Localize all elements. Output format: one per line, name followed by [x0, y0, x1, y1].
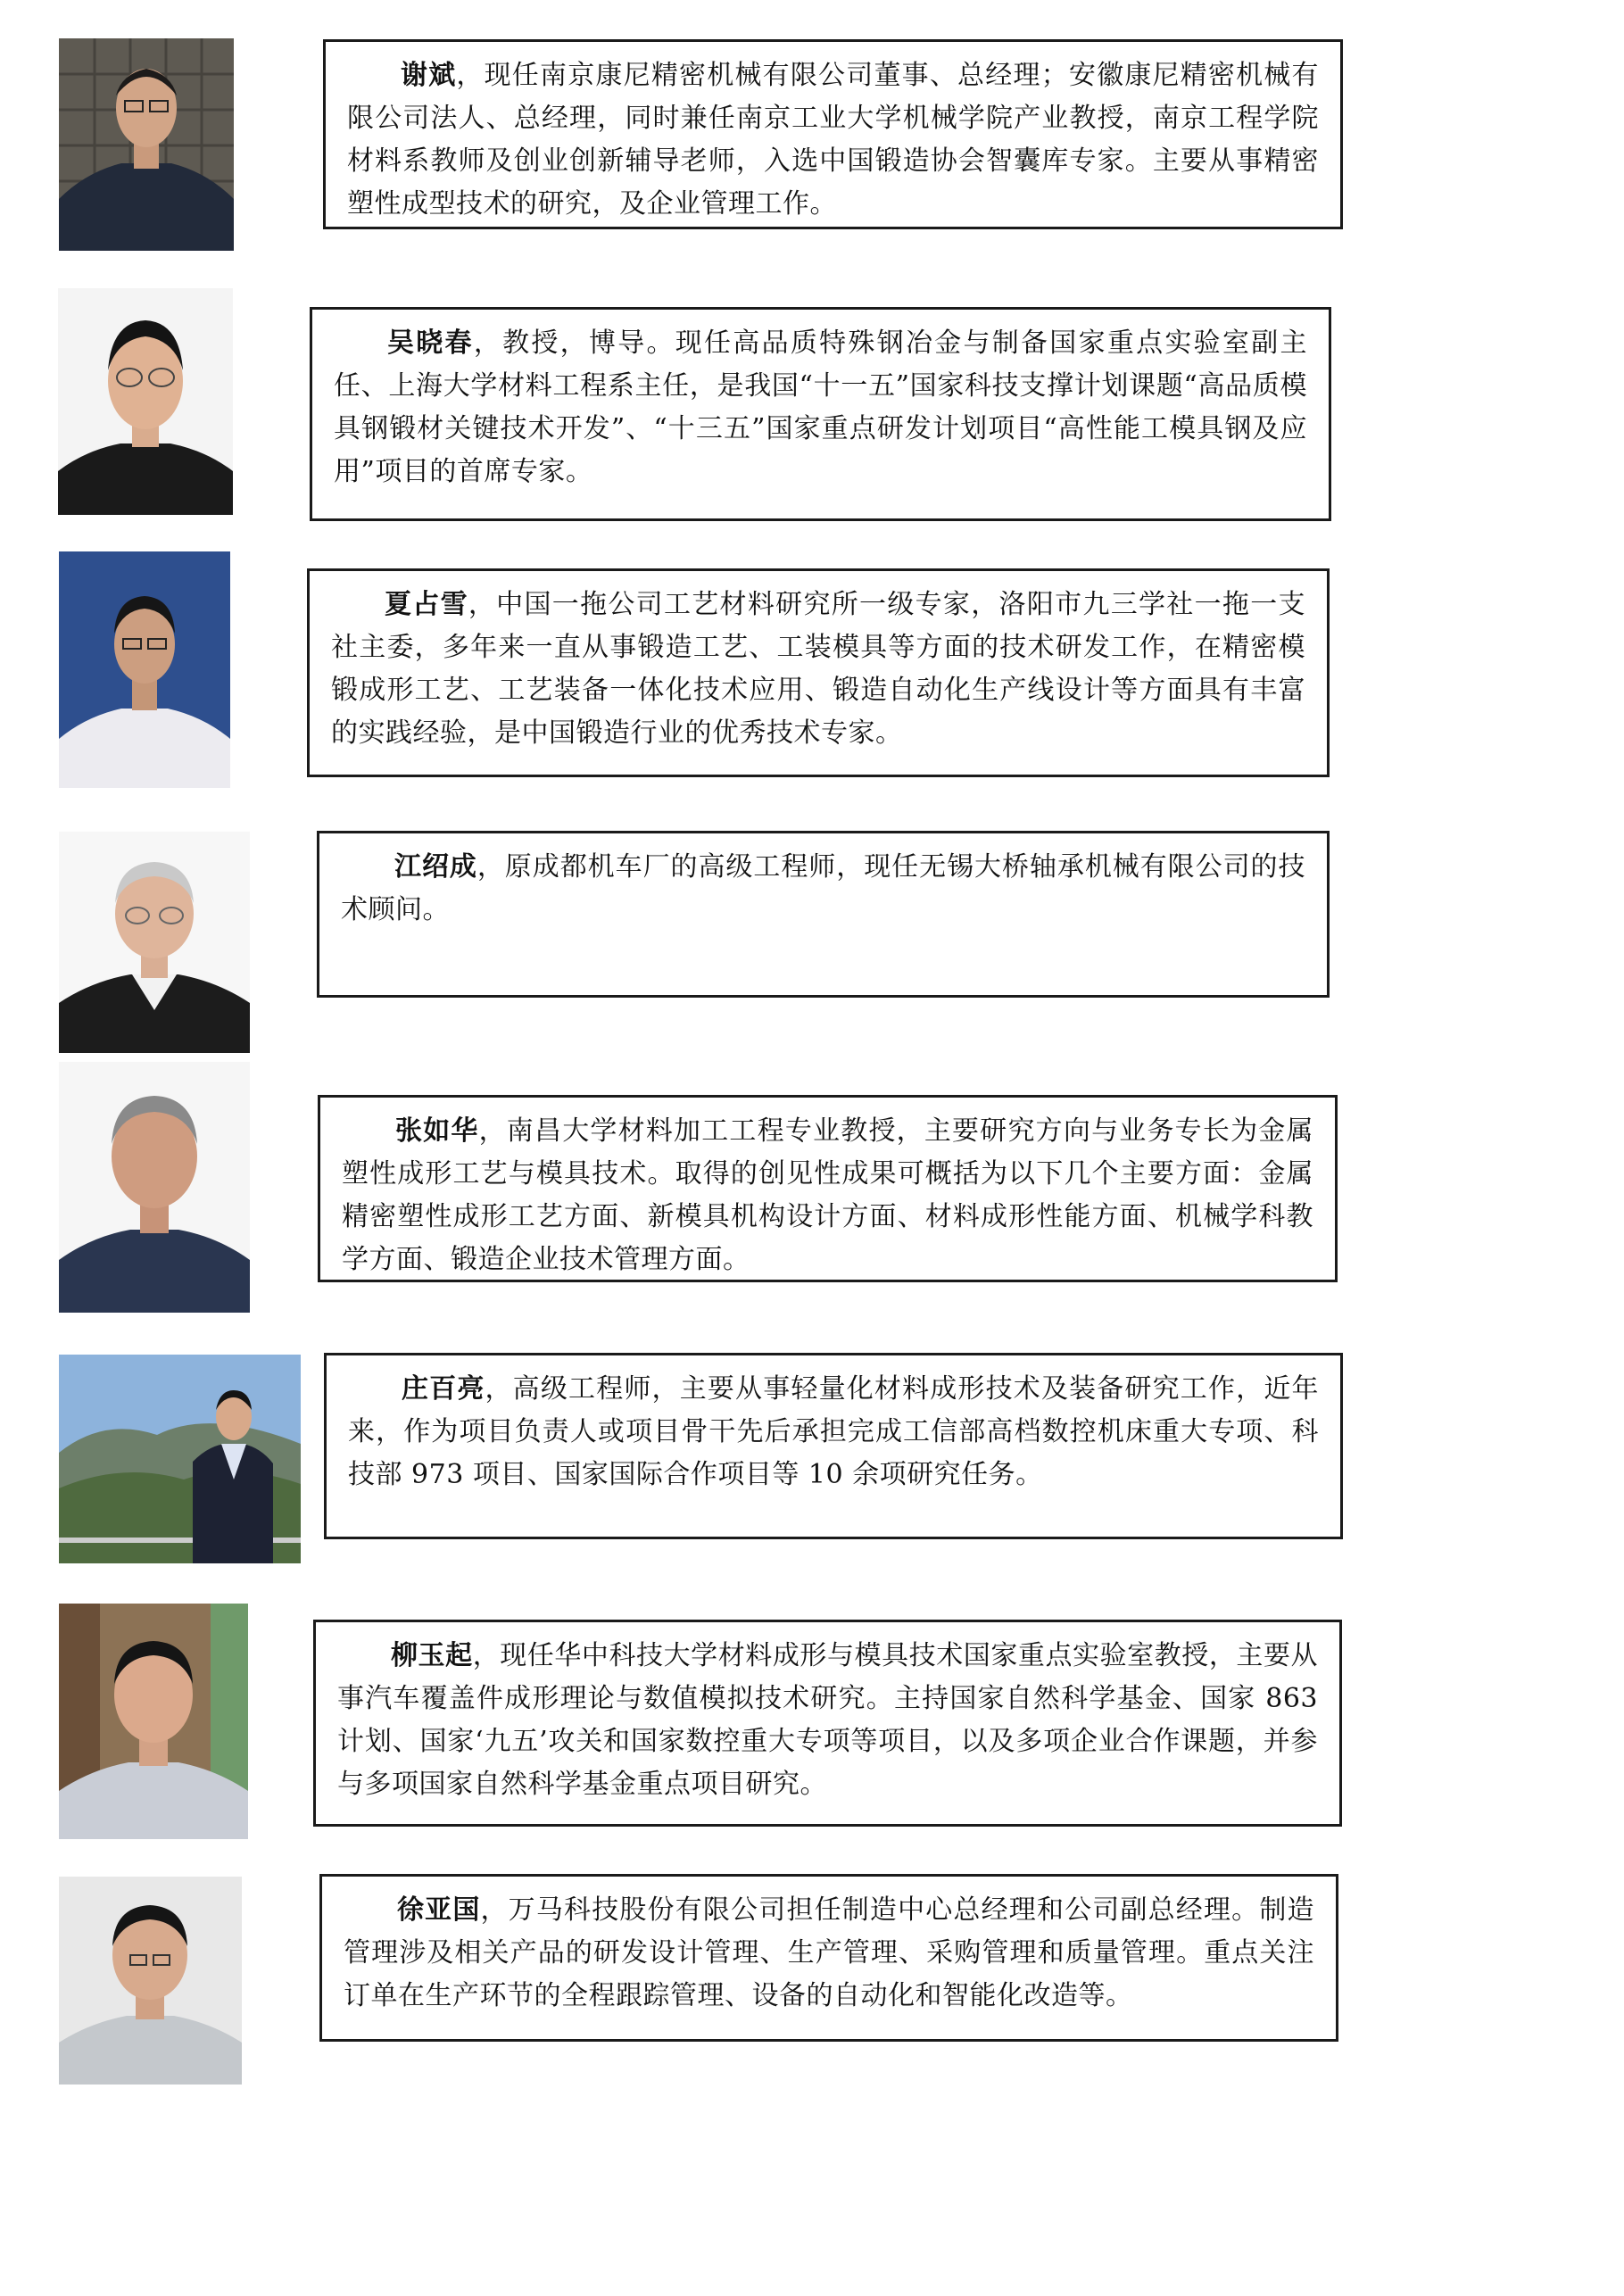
expert-name-4: 江绍成	[394, 851, 477, 883]
expert-bio-6	[348, 1368, 1319, 1496]
expert-name-8: 徐亚国	[397, 1894, 481, 1926]
expert-photo-1	[59, 38, 234, 251]
expert-bio-box-1	[323, 39, 1343, 229]
expert-description-5: ，南昌大学材料加工工程专业教授，主要研究方向与业务专长为金属塑性成形工艺与模具技术。取得的创见性成果可概括为以下几个主要方面：金属精密塑性成形工艺方面、新模具机构设计方面、材料成形性能方面、机械学科教学方面、锻造企业技术管理方面。	[342, 1115, 1313, 1275]
expert-bio-2	[334, 322, 1307, 493]
portrait-photo-icon	[59, 1604, 248, 1839]
expert-description-6: ，高级工程师，主要从事轻量化材料成形技术及装备研究工作，近年来，作为项目负责人或项目骨干先后承担完成工信部高档数控机床重大专项、科技部 973 项目、国家国际合作项目等 10 余项研究任务。	[348, 1373, 1319, 1490]
expert-bio-5	[342, 1110, 1313, 1281]
expert-description-2: ，教授，博导。现任高品质特殊钢冶金与制备国家重点实验室副主任、上海大学材料工程系主任，是我国“十一五”国家科技支撑计划课题“高品质模具钢锻材关键技术开发”、“十三五”国家重点研发计划项目“高性能工模具钢及应用”项目的首席专家。	[334, 327, 1308, 487]
expert-bio-4	[341, 846, 1305, 932]
expert-photo-5	[59, 1062, 250, 1313]
portrait-photo-icon	[59, 832, 250, 1053]
expert-photo-8	[59, 1877, 242, 2085]
expert-name-7: 柳玉起	[391, 1640, 473, 1671]
portrait-photo-icon	[59, 1877, 242, 2085]
expert-description-8: ，万马科技股份有限公司担任制造中心总经理和公司副总经理。制造管理涉及相关产品的研发设计管理、生产管理、采购管理和质量管理。重点关注订单在生产环节的全程跟踪管理、设备的自动化和智能化改造等。	[344, 1894, 1314, 2011]
portrait-photo-icon	[59, 1062, 250, 1313]
expert-name-5: 张如华	[395, 1115, 479, 1147]
portrait-photo-icon	[58, 288, 233, 515]
expert-bio-box-3	[307, 568, 1330, 777]
expert-photo-7	[59, 1604, 248, 1839]
expert-name-3: 夏占雪	[385, 589, 468, 620]
expert-name-2: 吴晓春	[387, 327, 474, 359]
expert-bio-7	[337, 1635, 1318, 1806]
expert-bio-box-4	[317, 831, 1330, 998]
expert-name-1: 谢斌	[401, 60, 457, 91]
portrait-photo-icon	[59, 38, 234, 251]
portrait-photo-icon	[59, 551, 230, 788]
expert-photo-3	[59, 551, 230, 788]
expert-bio-box-6	[324, 1353, 1343, 1539]
expert-description-3: ，中国一拖公司工艺材料研究所一级专家，洛阳市九三学社一拖一支社主委，多年来一直从事锻造工艺、工装模具等方面的技术研发工作，在精密模锻成形工艺、工艺装备一体化技术应用、锻造自动化生产线设计等方面具有丰富的实践经验，是中国锻造行业的优秀技术专家。	[331, 589, 1305, 749]
expert-description-4: ，原成都机车厂的高级工程师，现任无锡大桥轴承机械有限公司的技术顾问。	[341, 851, 1305, 925]
landscape-portrait-photo-icon	[59, 1355, 301, 1563]
expert-bio-box-7	[313, 1620, 1342, 1827]
expert-description-1: ，现任南京康尼精密机械有限公司董事、总经理；安徽康尼精密机械有限公司法人、总经理，同时兼任南京工业大学机械学院产业教授，南京工程学院材料系教师及创业创新辅导老师，入选中国锻造协会智囊库专家。主要从事精密塑性成型技术的研究，及企业管理工作。	[347, 60, 1319, 220]
expert-photo-2	[58, 288, 233, 515]
expert-bio-1	[347, 54, 1319, 226]
expert-bio-box-2	[310, 307, 1331, 521]
expert-description-7: ，现任华中科技大学材料成形与模具技术国家重点实验室教授，主要从事汽车覆盖件成形理论与数值模拟技术研究。主持国家自然科学基金、国家 863 计划、国家‘九五’攻关和国家数控重大专项等项目，以及多项企业合作课题，并参与多项国家自然科学基金重点项目研究。	[337, 1640, 1319, 1800]
expert-bio-8	[344, 1889, 1314, 2018]
expert-bio-box-5	[318, 1095, 1338, 1282]
expert-photo-4	[59, 832, 250, 1053]
expert-bio-3	[331, 584, 1305, 755]
expert-name-6: 庄百亮	[402, 1373, 485, 1405]
expert-bio-box-8	[319, 1874, 1338, 2042]
expert-photo-6	[59, 1355, 301, 1563]
